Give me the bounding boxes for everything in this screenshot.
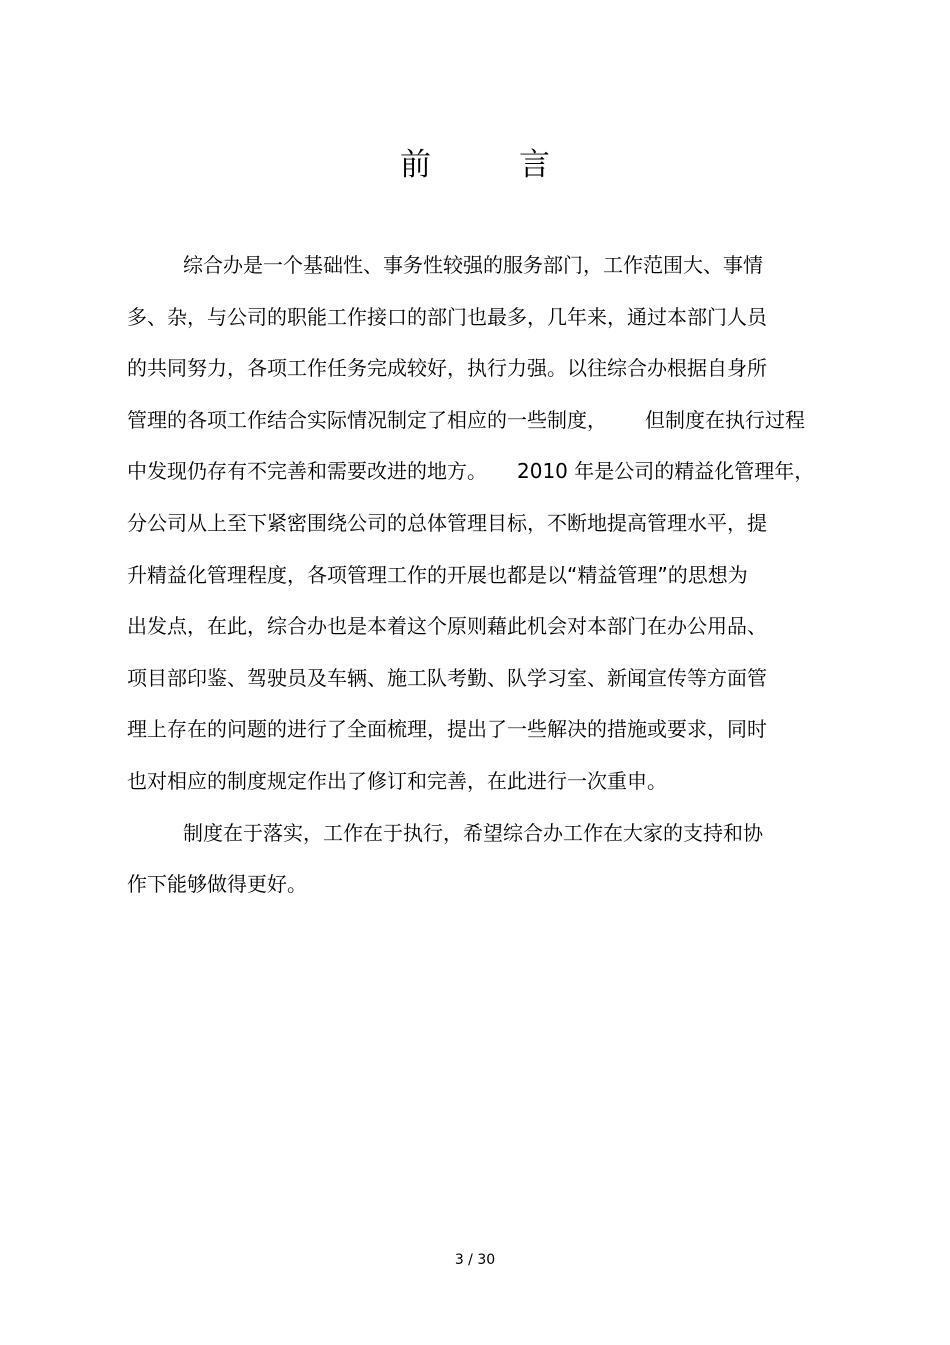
text-segment: 中发现仍存有不完善和需要改进的地方。 bbox=[127, 459, 487, 484]
text-line: 综合办是一个基础性、事务性较强的服务部门，工作范围大、事情 bbox=[183, 253, 763, 277]
text-segment: 但制度在执行过程 bbox=[645, 407, 805, 432]
text-line-split bbox=[127, 395, 827, 447]
text-line: 升精益化管理程度，各项管理工作的开展也都是以“精益管理”的思想为 bbox=[127, 562, 748, 587]
paragraph-1 bbox=[127, 240, 827, 808]
text-line: 的共同努力，各项工作任务完成较好，执行力强。以往综合办根据自身所 bbox=[127, 356, 767, 381]
text-line: 出发点，在此，综合办也是本着这个原则藉此机会对本部门在办公用品、 bbox=[127, 614, 767, 639]
text-segment: 2010 年是公司的精益化管理年， bbox=[517, 459, 815, 484]
text-line-split bbox=[127, 446, 827, 498]
page-number: 3 / 30 bbox=[454, 1252, 496, 1268]
title-char-2: 言 bbox=[519, 147, 550, 183]
text-line: 分公司从上至下紧密围绕公司的总体管理目标，不断地提高管理水平，提 bbox=[127, 510, 767, 535]
text-segment: 管理的各项工作结合实际情况制定了相应的一些制度， bbox=[127, 407, 607, 432]
text-line: 项目部印鉴、驾驶员及车辆、施工队考勤、队学习室、新闻宣传等方面管 bbox=[127, 665, 767, 690]
text-line: 理上存在的问题的进行了全面梳理，提出了一些解决的措施或要求，同时 bbox=[127, 717, 767, 742]
text-line: 制度在于落实，工作在于执行，希望综合办工作在大家的支持和协 bbox=[183, 820, 763, 845]
title-char-1: 前 bbox=[400, 147, 431, 183]
page-title bbox=[0, 140, 950, 190]
body-text bbox=[127, 240, 827, 911]
paragraph-2 bbox=[127, 808, 827, 911]
text-line: 也对相应的制度规定作出了修订和完善，在此进行一次重申。 bbox=[127, 768, 667, 793]
text-line: 多、杂，与公司的职能工作接口的部门也最多，几年来，通过本部门人员 bbox=[127, 304, 767, 329]
text-line: 作下能够做得更好。 bbox=[127, 872, 307, 897]
